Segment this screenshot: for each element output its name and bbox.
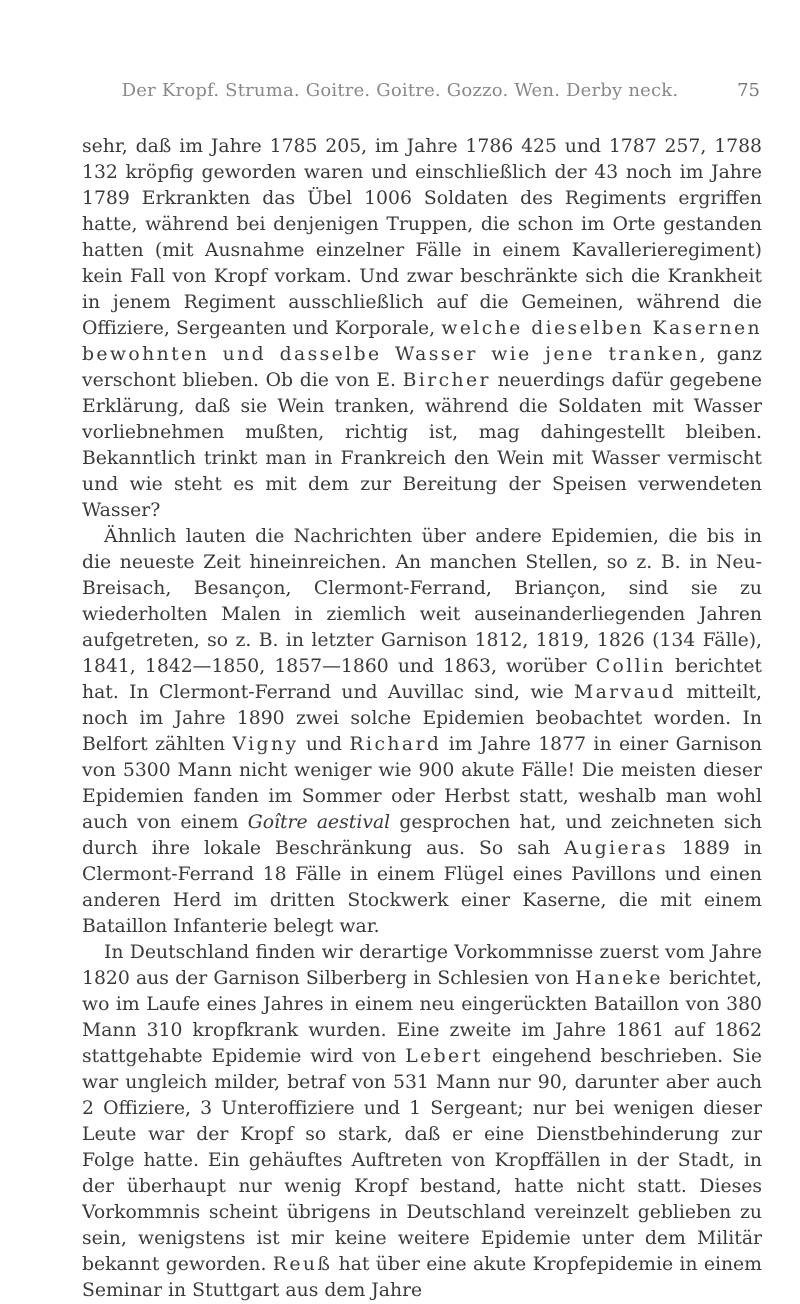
running-title: Der Kropf. Struma. Goitre. Goitre. Gozzo. Wen. Derby neck.: [121, 80, 679, 101]
text-run: berichtet, wo im Laufe eines Jahres in einem neu eingerückten Bataillon von 380 Mann 310 kropfkrank wurden. Eine zweite im Jahre 1861 auf 1862 stattgehabte Epidemie wird von: [82, 968, 762, 1067]
text-run: gesprochen hat, und zeichneten sich durch ihre lokale Beschränkung aus. So sah: [82, 812, 762, 859]
paragraph: [82, 134, 762, 524]
author-name: Reuß: [272, 1254, 333, 1275]
author-name: Collin: [595, 656, 666, 677]
text-run: Ähnlich lauten die Nachrichten über andere Epidemien, die bis in die neueste Zeit hineinreichen. An manchen Stellen, so z. B. in Neu-Breisach, Besançon, Clermont-Ferrand, Briançon, sind sie zu wiederholten Malen in ziemlich weit auseinanderliegenden Jahren aufgetreten, so z. B. in letzter Garnison 1812, 1819, 1826 (134 Fälle), 1841, 1842—1850, 1857—1860 und 1863, worüber: [82, 526, 762, 677]
italic-term: Goître aestival: [247, 812, 391, 833]
paragraph: [82, 940, 762, 1304]
text-run: eingehend beschrieben. Sie war ungleich milder, betraf von 531 Mann nur 90, darunter aber auch 2 Offiziere, 3 Unteroffiziere und 1 Sergeant; nur bei wenigen dieser Leute war der Kropf so stark, daß er eine Dienstbehinderung zur Folge hatte. Ein gehäuftes Auftreten von Kropffällen in der Stadt, in der überhaupt nur wenig Kropf bestand, hatte nicht statt. Dieses Vorkommnis scheint übrigens in Deutschland vereinzelt geblieben zu sein, wenigstens ist mir keine weitere Epidemie unter dem Militär bekannt geworden.: [82, 1046, 762, 1275]
author-name: Augieras: [564, 838, 669, 859]
author-name: Marvaud: [573, 682, 677, 703]
page-number: 75: [737, 80, 760, 101]
text-run: neuerdings dafür gegebene Erklärung, daß sie Wein tranken, während die Soldaten mit Wasser vorliebnehmen mußten, richtig ist, mag dahingestellt bleiben. Bekanntlich trinkt man in Frankreich den Wein mit Wasser vermischt und wie steht es mit dem zur Bereitung der Speisen verwendeten Wasser?: [82, 370, 762, 521]
text-run: In Deutschland finden wir derartige Vorkommnisse zuerst vom Jahre 1820 aus der Garnison Silberberg in Schlesien von: [82, 942, 762, 989]
text-run: im Jahre 1877 in einer Garnison von 5300 Mann nicht weniger wie 900 akute Fälle! Die meisten dieser Epidemien fanden im Sommer oder Herbst statt, weshalb man wohl auch von einem: [82, 734, 762, 833]
text-run: mitteilt, noch im Jahre 1890 zwei solche Epidemien beobachtet worden. In Belfort zählten: [82, 682, 763, 755]
text-run: berichtet hat. In Clermont-Ferrand und Auvillac sind, wie: [82, 656, 762, 703]
text-run: , ganz verschont blieben. Ob die von E.: [82, 344, 762, 391]
author-name: Haneke: [575, 968, 663, 989]
author-name: Vigny: [232, 734, 299, 755]
running-head: [40, 80, 760, 110]
author-name: Richard: [349, 734, 442, 755]
paragraph: [82, 524, 762, 940]
text-run: sehr, daß im Jahre 1785 205, im Jahre 1786 425 und 1787 257, 1788 132 kröpfig geworden waren und einschließlich der 43 noch im Jahre 1789 Erkrankten das Übel 1006 Soldaten des Regiments ergriffen hatte, während bei denjenigen Truppen, die schon im Orte gestanden hatten (mit Ausnahme einzelner Fälle in einem Kavallerieregiment) kein Fall von Kropf vorkam. Und zwar beschränkte sich die Krankheit in jenem Regiment ausschließlich auf die Gemeinen, während die Offiziere, Sergeanten und Korporale,: [82, 136, 762, 339]
author-name: Bircher: [402, 370, 491, 391]
body-text: [82, 134, 762, 1304]
text-run: hat über eine akute Kropfepidemie in einem Seminar in Stuttgart aus dem Jahre: [82, 1254, 762, 1301]
author-name: welche dieselben Kasernen bewohnten und dasselbe Wasser wie jene tranken: [82, 318, 762, 365]
author-name: Lebert: [405, 1046, 483, 1067]
text-run: 1889 in Clermont-Ferrand 18 Fälle in einem Flügel eines Pavillons und einen anderen Herd im dritten Stockwerk einer Kaserne, die mit einem Bataillon Infanterie belegt war.: [82, 838, 762, 937]
text-run: und: [298, 734, 350, 755]
